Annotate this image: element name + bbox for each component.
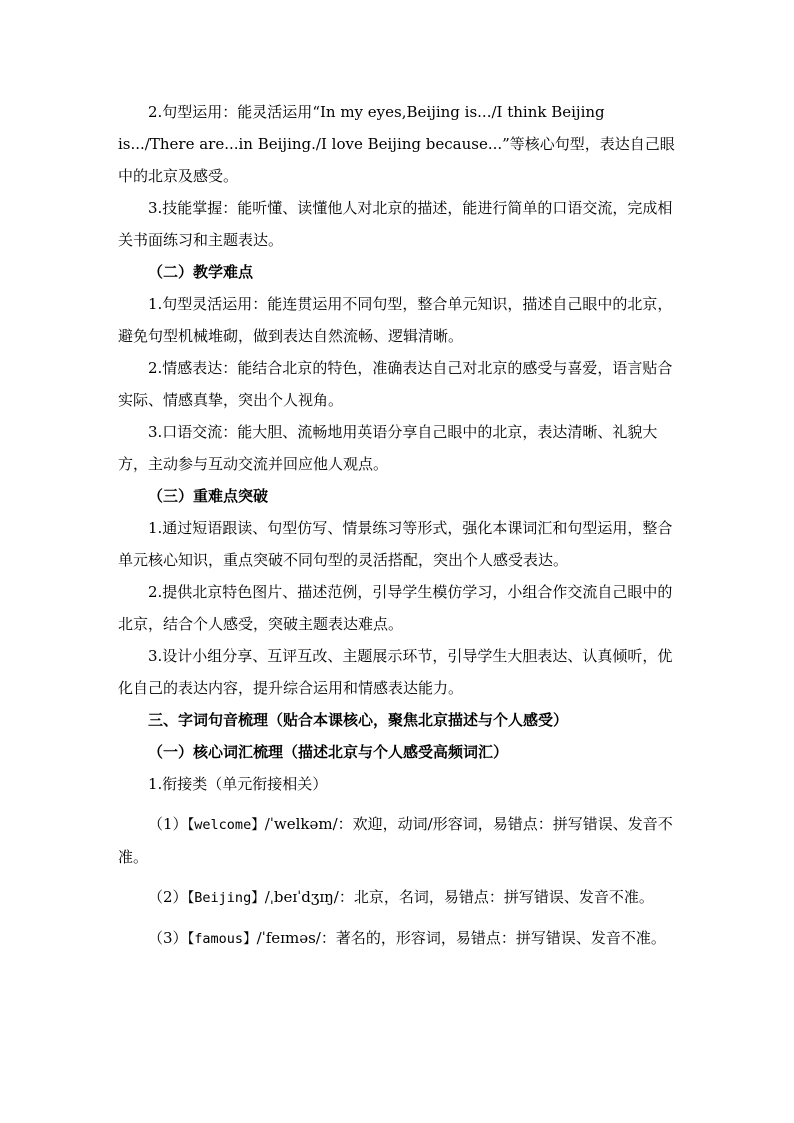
vocab-item [118, 808, 678, 873]
vocab-item [118, 881, 678, 914]
breakthrough-1-paragraph: 1.通过短语跟读、句型仿写、情景练习等形式，强化本课词汇和句型运用，整合单元核心知识，重点突破不同句型的灵活搭配，突出个人感受表达。 [118, 519, 673, 569]
difficulty-1-paragraph: 1.句型灵活运用：能连贯运用不同句型，整合单元知识，描述自己眼中的北京，避免句型机械堆砌，做到表达自然流畅、逻辑清晰。 [118, 295, 673, 345]
breakthrough-2-paragraph: 2.提供北京特色图片、描述范例，引导学生模仿学习，小组合作交流自己眼中的北京，结合个人感受，突破主题表达难点。 [118, 583, 673, 633]
breakthrough-3-paragraph: 3.设计小组分享、互评互改、主题展示环节，引导学生大胆表达、认真倾听，优化自己的表达内容，提升综合运用和情感表达能力。 [118, 647, 673, 697]
vocab-item-description: ：欢迎，动词/形容词，易错点：拼写错误、发音不准。 [118, 815, 673, 866]
vocab-item [118, 922, 678, 955]
document-body [118, 96, 678, 955]
vocab-item-phonetic: /ˌbeɪˈdʒɪŋ/ [264, 888, 339, 906]
vocab-item-number: （2） [148, 888, 188, 906]
difficulty-heading: （二）教学难点 [148, 263, 254, 281]
breakthrough-heading: （三）重难点突破 [148, 487, 269, 505]
vocab-item-description: ：著名的，形容词，易错点：拼写错误、发音不准。 [320, 929, 666, 947]
vocab-item-number: （1） [148, 815, 188, 833]
vocab-item-number: （3） [148, 929, 188, 947]
vocab-item-phonetic: /ˈwelkəm/ [264, 815, 338, 833]
vocab-item-word: 【welcome】 [187, 817, 265, 833]
goal-3-paragraph: 3.技能掌握：能听懂、读懂他人对北京的描述，能进行简单的口语交流，完成相关书面练习和主题表达。 [118, 199, 673, 249]
vocab-heading: （一）核心词汇梳理（描述北京与个人感受高频词汇） [148, 743, 509, 761]
vocab-item-word: 【Beijing】 [187, 890, 265, 906]
vocab-item-description: ：北京，名词，易错点：拼写错误、发音不准。 [338, 888, 654, 906]
vocab-subheading: 1.衔接类（单元衔接相关） [148, 775, 328, 793]
goal-2-paragraph: 2.句型运用：能灵活运用“In my eyes,Beijing is.../I think Beijing is.../There are...in Beijing./I love Beijing because...”等核心句型，表达自己眼中的北京及感受。 [118, 103, 675, 185]
vocab-item-word: 【famous】 [187, 931, 257, 947]
difficulty-3-paragraph: 3.口语交流：能大胆、流畅地用英语分享自己眼中的北京，表达清晰、礼貌大方，主动参与互动交流并回应他人观点。 [118, 423, 658, 473]
difficulty-2-paragraph: 2.情感表达：能结合北京的特色，准确表达自己对北京的感受与喜爱，语言贴合实际、情感真挚，突出个人视角。 [118, 359, 673, 409]
section-3-heading: 三、字词句音梳理（贴合本课核心，聚焦北京描述与个人感受） [148, 711, 569, 729]
vocab-item-phonetic: /ˈfeɪməs/ [256, 929, 321, 947]
